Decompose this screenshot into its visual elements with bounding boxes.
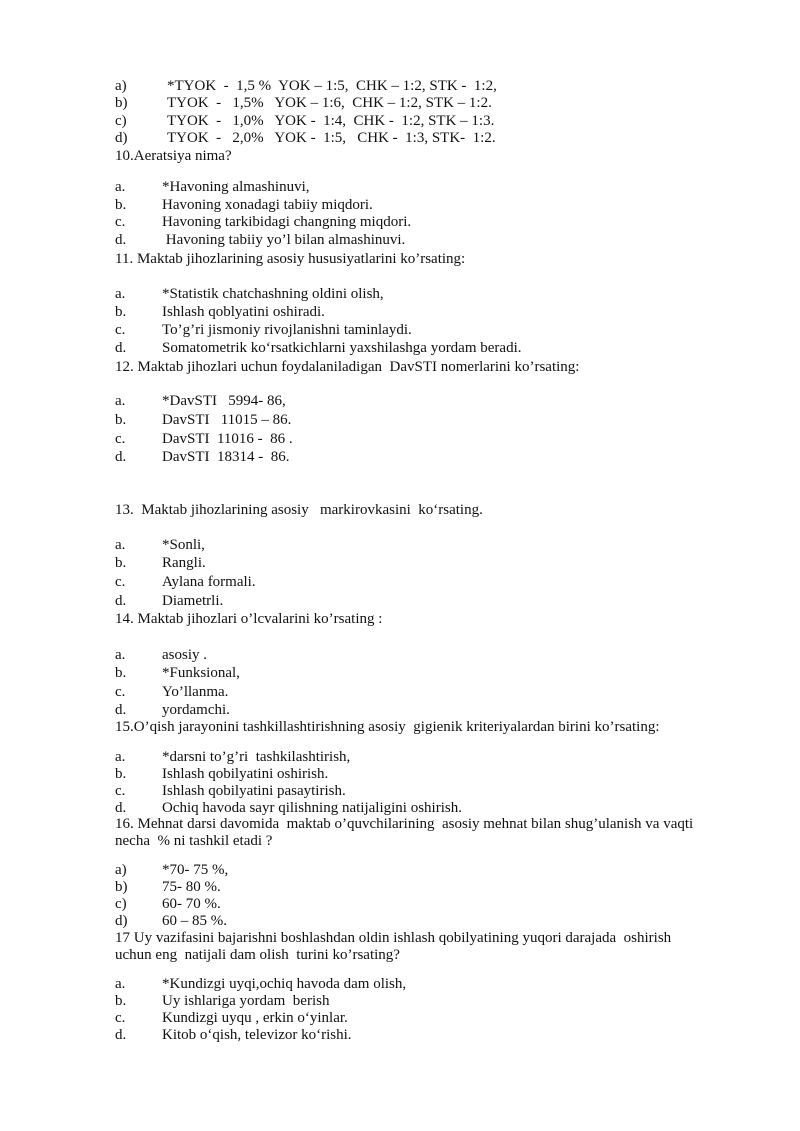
q17-option-d <box>115 1026 352 1098</box>
q16-question-line1: 16. Mehnat darsi davomida maktab o’quvchilarining asosiy mehnat bilan shug’ulanish va vaqti <box>115 816 694 832</box>
option-text: Yo’llanma. <box>162 684 229 700</box>
option-text: Rangli. <box>162 555 206 571</box>
option-text: 75- 80 %. <box>162 879 221 895</box>
q15-question: 15.O’qish jarayonini tashkillashtirishning asosiy gigienik kriteriyalardan birini ko’rsating: <box>115 719 660 735</box>
option-text: Aylana formali. <box>162 574 256 590</box>
option-label: b. <box>115 766 127 782</box>
q17-question-line2: uchun eng natijali dam olish turini ko’rsating? <box>115 947 400 963</box>
q14-question: 14. Maktab jihozlari o’lcvalarini ko’rsating : <box>115 611 383 627</box>
q11-question: 11. Maktab jihozlarining asosiy hususiyatlarini ko’rsating: <box>115 251 466 267</box>
option-label: a) <box>115 78 127 94</box>
option-text: TYOK - 2,0% YOK - 1:5, CHK - 1:3, STK- 1:2. <box>167 130 496 146</box>
option-label: c) <box>115 113 127 129</box>
option-label: d) <box>115 913 128 929</box>
option-label: a. <box>115 537 126 553</box>
q12-question: 12. Maktab jihozlari uchun foydalaniladigan DavSTI nomerlarini ko’rsating: <box>115 359 580 375</box>
option-text: *Kundizgi uyqi,ochiq havoda dam olish, <box>162 976 407 992</box>
q13-question: 13. Maktab jihozlarining asosiy markirovkasini ko‘rsating. <box>115 502 483 518</box>
option-text: 60- 70 %. <box>162 896 221 912</box>
option-text: Diametrli. <box>162 593 224 609</box>
option-label: b. <box>115 665 127 681</box>
option-label: c. <box>115 574 126 590</box>
option-text: TYOK - 1,5% YOK – 1:6, CHK – 1:2, STK – 1:2. <box>167 95 492 111</box>
q10-question: 10.Aeratsiya nima? <box>115 148 232 164</box>
option-label: c. <box>115 684 126 700</box>
option-text: To’g’ri jismoniy rivojlanishni taminlaydi. <box>162 322 412 338</box>
option-text: *DavSTI 5994- 86, <box>162 393 286 409</box>
option-label: b) <box>115 95 128 111</box>
option-text: *Havoning almashinuvi, <box>162 179 310 195</box>
option-label: a. <box>115 393 126 409</box>
option-label: c. <box>115 783 126 799</box>
option-text: 60 – 85 %. <box>162 913 227 929</box>
option-label: c. <box>115 322 126 338</box>
option-label: a. <box>115 976 126 992</box>
q17-question-line1: 17 Uy vazifasini bajarishni boshlashdan oldin ishlash qobilyatining yuqori darajada oshirish <box>115 930 672 946</box>
option-text: Ishlash qobilyatini pasaytirish. <box>162 783 346 799</box>
option-text: Ishlash qoblyatini oshiradi. <box>162 304 325 320</box>
option-label: b. <box>115 412 127 428</box>
option-text: *Sonli, <box>162 537 205 553</box>
option-text: DavSTI 11016 - 86 . <box>162 431 293 447</box>
option-label: a. <box>115 647 126 663</box>
option-label: b. <box>115 993 127 1009</box>
option-text: DavSTI 18314 - 86. <box>162 449 290 465</box>
option-label: a. <box>115 286 126 302</box>
option-text: DavSTI 11015 – 86. <box>162 412 292 428</box>
option-text: yordamchi. <box>162 702 230 718</box>
option-label: d. <box>115 340 127 356</box>
option-text: Uy ishlariga yordam berish <box>162 993 330 1009</box>
option-label: c) <box>115 896 127 912</box>
option-text: *Funksional, <box>162 665 240 681</box>
option-text: Kundizgi uyqu , erkin o‘yinlar. <box>162 1010 348 1026</box>
option-text: Ishlash qobilyatini oshirish. <box>162 766 329 782</box>
option-text: Havoning tarkibidagi changning miqdori. <box>162 214 412 230</box>
option-text: *70- 75 %, <box>162 862 229 878</box>
option-label: b. <box>115 197 127 213</box>
option-label: d. <box>115 593 127 609</box>
option-text: TYOK - 1,0% YOK - 1:4, CHK - 1:2, STK – 1:3. <box>167 113 495 129</box>
option-label: d. <box>115 1027 127 1043</box>
q16-question-line2: necha % ni tashkil etadi ? <box>115 833 273 849</box>
option-text: asosiy . <box>162 647 207 663</box>
option-text: Kitob o‘qish, televizor ko‘rishi. <box>162 1027 352 1043</box>
option-label: d. <box>115 232 127 248</box>
option-label: b) <box>115 879 128 895</box>
option-label: a. <box>115 179 126 195</box>
option-text: Havoning xonadagi tabiiy miqdori. <box>162 197 373 213</box>
option-label: b. <box>115 304 127 320</box>
option-label: d. <box>115 800 127 816</box>
option-label: c. <box>115 431 126 447</box>
option-label: c. <box>115 214 126 230</box>
option-text: Havoning tabiiy yo’l bilan almashinuvi. <box>162 232 406 248</box>
option-label: a) <box>115 862 127 878</box>
option-text: *Statistik chatchashning oldini olish, <box>162 286 384 302</box>
option-label: d. <box>115 702 127 718</box>
option-text: *TYOK - 1,5 % YOK – 1:5, CHK – 1:2, STK - 1:2, <box>167 78 497 94</box>
option-text: Somatometrik ko‘rsatkichlarni yaxshilashga yordam beradi. <box>162 340 522 356</box>
option-text: *darsni to’g’ri tashkilashtirish, <box>162 749 351 765</box>
option-label: d) <box>115 130 128 146</box>
option-text: Ochiq havoda sayr qilishning natijaligini oshirish. <box>162 800 462 816</box>
option-label: a. <box>115 749 126 765</box>
option-label: c. <box>115 1010 126 1026</box>
option-label: b. <box>115 555 127 571</box>
option-label: d. <box>115 449 127 465</box>
